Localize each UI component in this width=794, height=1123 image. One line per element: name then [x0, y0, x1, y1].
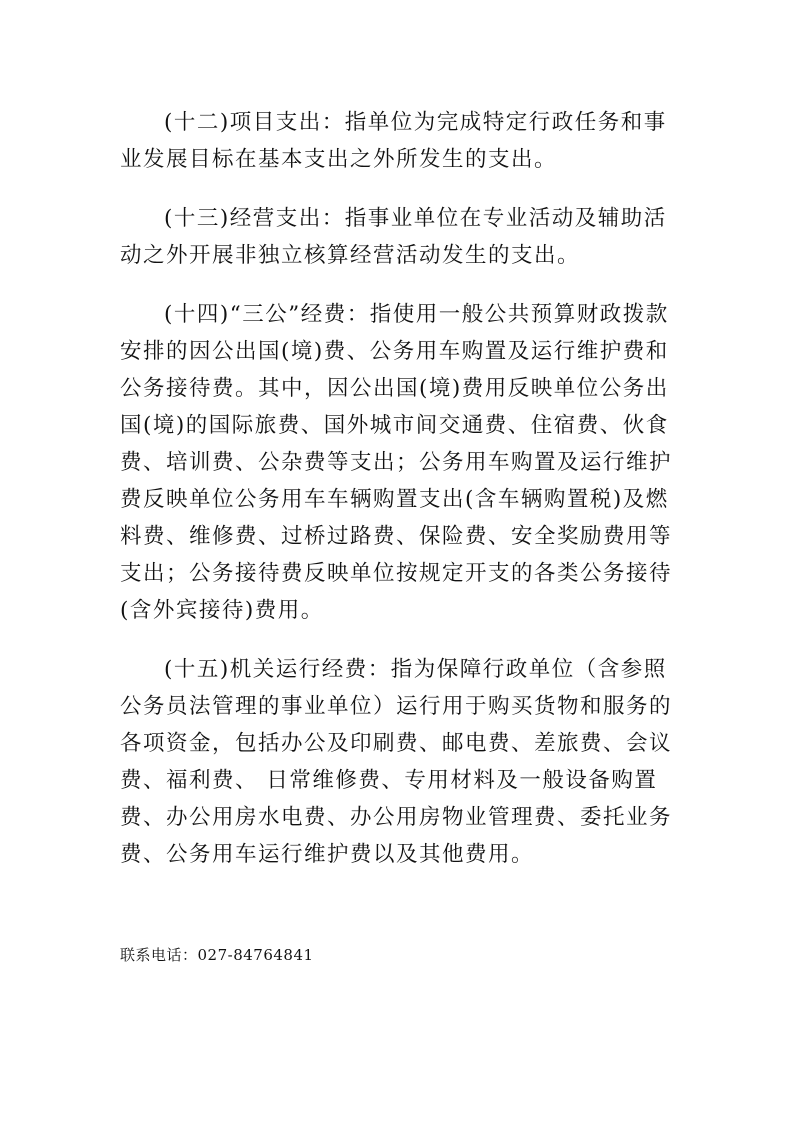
contact-phone: 联系电话：027-84764841 — [120, 946, 314, 964]
paragraph-agency-operating-expenses: (十五)机关运行经费：指为保障行政单位（含参照公务员法管理的事业单位）运行用于购买货物和服务的各项资金，包括办公及印刷费、邮电费、差旅费、会议费、福利费、 日常维修费、专用材料及一般设备购置费、办公用房水电费、办公用房物业管理费、委托业务费、公务用车运行维护费以及其他费用。 — [120, 657, 673, 867]
paragraph-project-expenditure: (十二)项目支出：指单位为完成特定行政任务和事业发展目标在基本支出之外所发生的支出。 — [120, 110, 667, 172]
paragraph-business-expenditure: (十三)经营支出：指事业单位在专业活动及辅助活动之外开展非独立核算经营活动发生的支出。 — [120, 206, 667, 268]
paragraph-three-public-expenses: (十四)“三公”经费：指使用一般公共预算财政拨款安排的因公出国(境)费、公务用车购置及运行维护费和公务接待费。其中，因公出国(境)费用反映单位公务出国(境)的国际旅费、国外城市间交通费、住宿费、伙食费、培训费、公杂费等支出；公务用车购置及运行维护费反映单位公务用车车辆购置支出(含车辆购置税)及燃料费、维修费、过桥过路费、保险费、安全奖励费用等支出；公务接待费反映单位按规定开支的各类公务接待(含外宾接待)费用。 — [120, 302, 673, 623]
